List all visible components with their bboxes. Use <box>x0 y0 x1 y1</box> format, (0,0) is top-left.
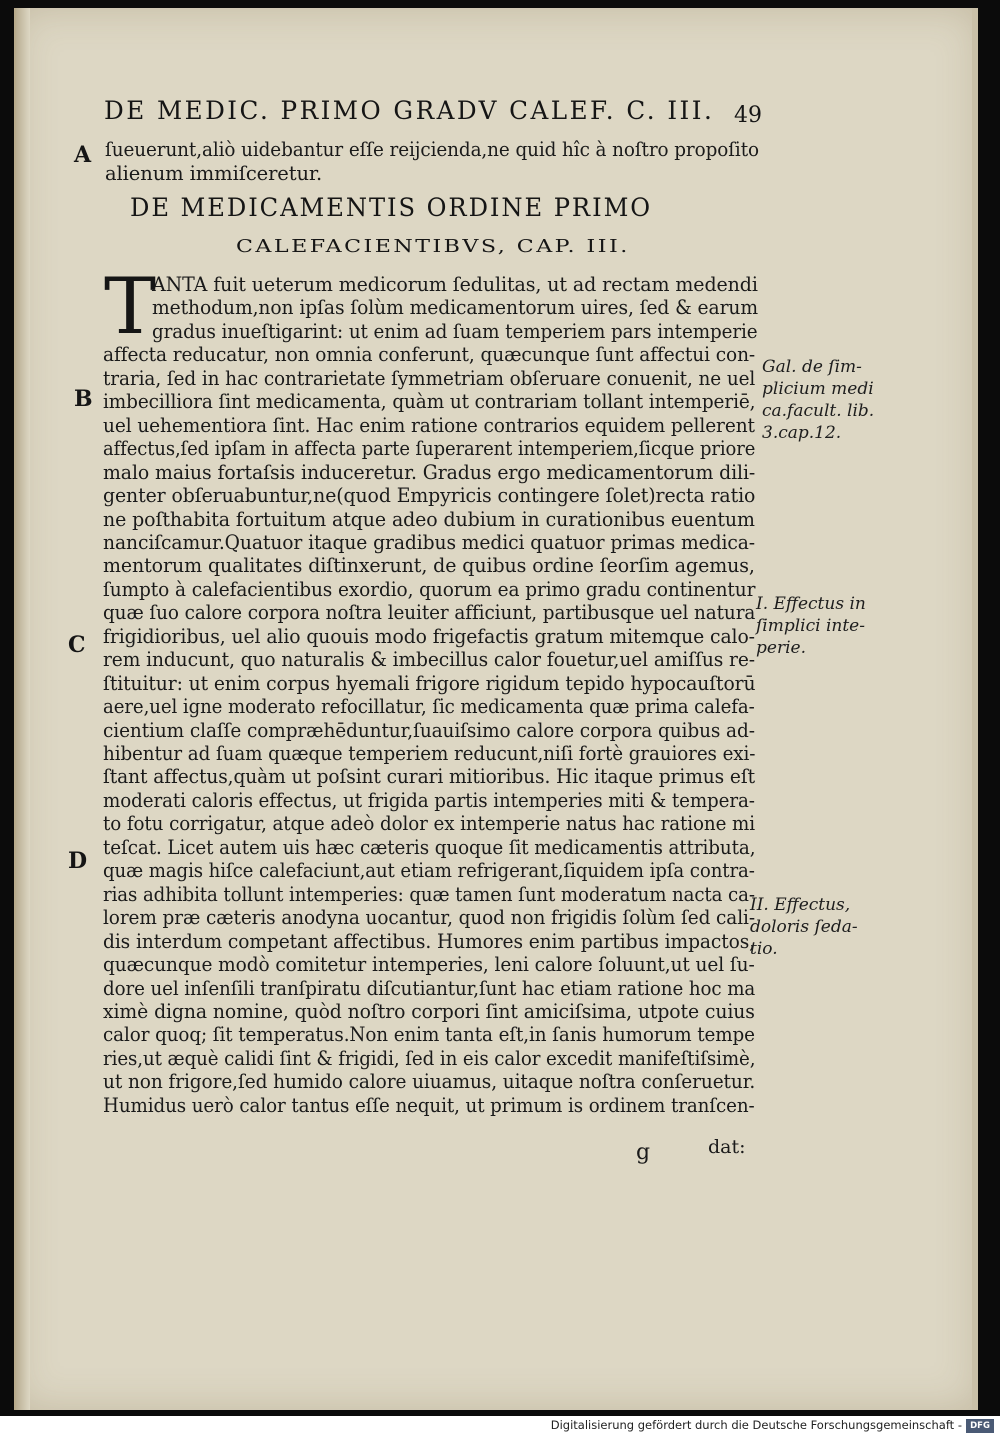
chapter-title: DE MEDICAMENTIS ORDINE PRIMO <box>130 193 653 222</box>
body-line: hibentur ad ſuam quæque temperiem reducunt,niſi fortè grauiores exi- <box>103 742 756 765</box>
body-line: to fotu corrigatur, atque adeò dolor ex intemperie natus hac ratione mi <box>103 812 755 836</box>
body-line: imbecilliora ſint medicamenta, quàm ut contrariam tollant intemperiē, <box>103 390 756 414</box>
body-line: ſumpto à calefacientibus exordio, quorum ea primo gradu continentur <box>103 577 756 601</box>
body-line: genter obſeruabuntur,ne(quod Empyricis contingere ſolet)recta ratio <box>103 484 756 508</box>
section-letter-c: C <box>68 632 86 658</box>
body-line: calor quoq; ſit temperatus.Non enim tanta eſt,in ſanis humorum tempe <box>103 1023 755 1047</box>
body-line: teſcat. Licet autem uis hæc cæteris quoque ſit medicamentis attributa, <box>103 835 756 859</box>
chapter-subtitle: CALEFACIENTIBVS, CAP. III. <box>236 236 630 257</box>
body-line: Humidus uerò calor tantus eſſe nequit, ut primum is ordinem tranſcen- <box>103 1093 755 1117</box>
section-letter-a: A <box>74 142 92 168</box>
running-head: DE MEDIC. PRIMO GRADV CALEF. C. III. <box>104 96 715 125</box>
body-line: dis interdum competant affectibus. Humores enim partibus impactos, <box>103 929 755 953</box>
body-line: uel uehementiora ſint. Hac enim ratione contrarios equidem pellerent <box>103 413 755 437</box>
body-line: rem inducunt, quo naturalis & imbecillus calor fouetur,uel amiſſus re- <box>103 648 755 672</box>
margin-note-effect-two: II. Effectus, doloris ſeda- tio. <box>750 895 858 959</box>
footer-credit: Digitalisierung gefördert durch die Deutsche Forschungsgemeinschaft - <box>550 1418 962 1432</box>
body-line: cientium claſſe compræhēduntur,ſuauiſsimo calore corpora quibus ad- <box>103 718 755 742</box>
body-line: methodum,non ipſas ſolùm medicamentorum uires, ſed & earum <box>152 296 758 320</box>
body-line: aere,uel igne moderato refocillatur, ſic medicamenta quæ prima calefa- <box>103 695 755 719</box>
body-line: gradus inueſtigarint: ut enim ad ſuam temperiem pars intemperie <box>152 319 758 343</box>
signature-mark: g <box>636 1140 651 1165</box>
body-line: ſtant affectus,quàm ut poſsint curari mitioribus. Hic itaque primus eſt <box>103 765 755 789</box>
body-line: ANTA fuit ueterum medicorum ſedulitas, ut ad rectam medendi <box>152 273 758 296</box>
body-line: affecta reducatur, non omnia conferunt, quæcunque ſunt affectui con- <box>103 343 756 367</box>
body-line: quæ ſuo calore corpora noſtra leuiter afficiunt, partibusque uel natura <box>103 601 756 625</box>
body-line: quæcunque modò comitetur intemperies, leni calore ſoluunt,ut uel ſu- <box>103 953 755 977</box>
body-line: dore uel inſenſili tranſpiratu diſcutiantur,ſunt hac etiam ratione hoc ma <box>103 976 756 1000</box>
page-number: 49 <box>734 103 762 128</box>
page-edge <box>972 8 978 1410</box>
drop-cap: T <box>104 262 157 352</box>
body-line: affectus,ſed ipſam in affecta parte ſuperarent intemperiem,ſicque priore <box>103 437 756 461</box>
section-letter-b: B <box>74 386 93 412</box>
body-line: ut non frigore,ſed humido calore uiuamus, uitaque noſtra conſeruetur. <box>103 1070 756 1094</box>
intro-line: ſueuerunt,aliò uidebantur eſſe reijcienda,ne quid hîc à noſtro propoſito <box>105 138 759 161</box>
dfg-logo: DFG <box>966 1419 994 1433</box>
catchword: dat: <box>708 1136 746 1158</box>
body-line: mentorum qualitates diſtinxerunt, de quibus ordine ſeorſim agemus, <box>103 554 755 578</box>
section-letter-d: D <box>68 848 88 874</box>
body-line: nanciſcamur.Quatuor itaque gradibus medici quatuor primas medica- <box>103 530 755 554</box>
intro-line: alienum immiſceretur. <box>105 162 323 185</box>
body-line: quæ magis hiſce calefaciunt,aut etiam refrigerant,ſiquidem ipſa contra- <box>103 859 755 883</box>
body-line: rias adhibita tollunt intemperies: quæ tamen ſunt moderatum nacta ca- <box>103 882 755 906</box>
body-line: ximè digna nomine, quòd noſtro corpori ſint amiciſsima, utpote cuius <box>103 999 755 1023</box>
body-line: malo maius fortaſsis induceretur. Gradus ergo medicamentorum dili- <box>103 460 756 484</box>
body-line: lorem præ cæteris anodyna uocantur, quod non frigidis ſolùm ſed cali- <box>103 906 755 930</box>
margin-note-galen: Gal. de ſim- plicium medi ca.facult. lib. 3.cap.12. <box>762 357 875 443</box>
footer-bar <box>0 1416 1000 1437</box>
margin-note-effect-one: I. Effectus in ſimplici inte- perie. <box>756 594 866 658</box>
body-line: moderati caloris effectus, ut frigida partis intemperies miti & tempera- <box>103 788 755 812</box>
body-line: frigidioribus, uel alio quouis modo frigefactis gratum mitemque calo- <box>103 624 755 648</box>
page-gutter <box>16 8 30 1410</box>
body-line: ries,ut æquè calidi ſint & frigidi, ſed in eis calor excedit manifeſtiſsimè, <box>103 1046 756 1070</box>
body-line: traria, ſed in hac contrarietate ſymmetriam obſeruare conuenit, ne uel <box>103 366 756 390</box>
body-line: ſtituitur: ut enim corpus hyemali frigore rigidum tepido hypocauſtorū <box>103 671 756 695</box>
body-line: ne poſthabita fortuitum atque adeo dubium in curationibus euentum <box>103 507 755 531</box>
